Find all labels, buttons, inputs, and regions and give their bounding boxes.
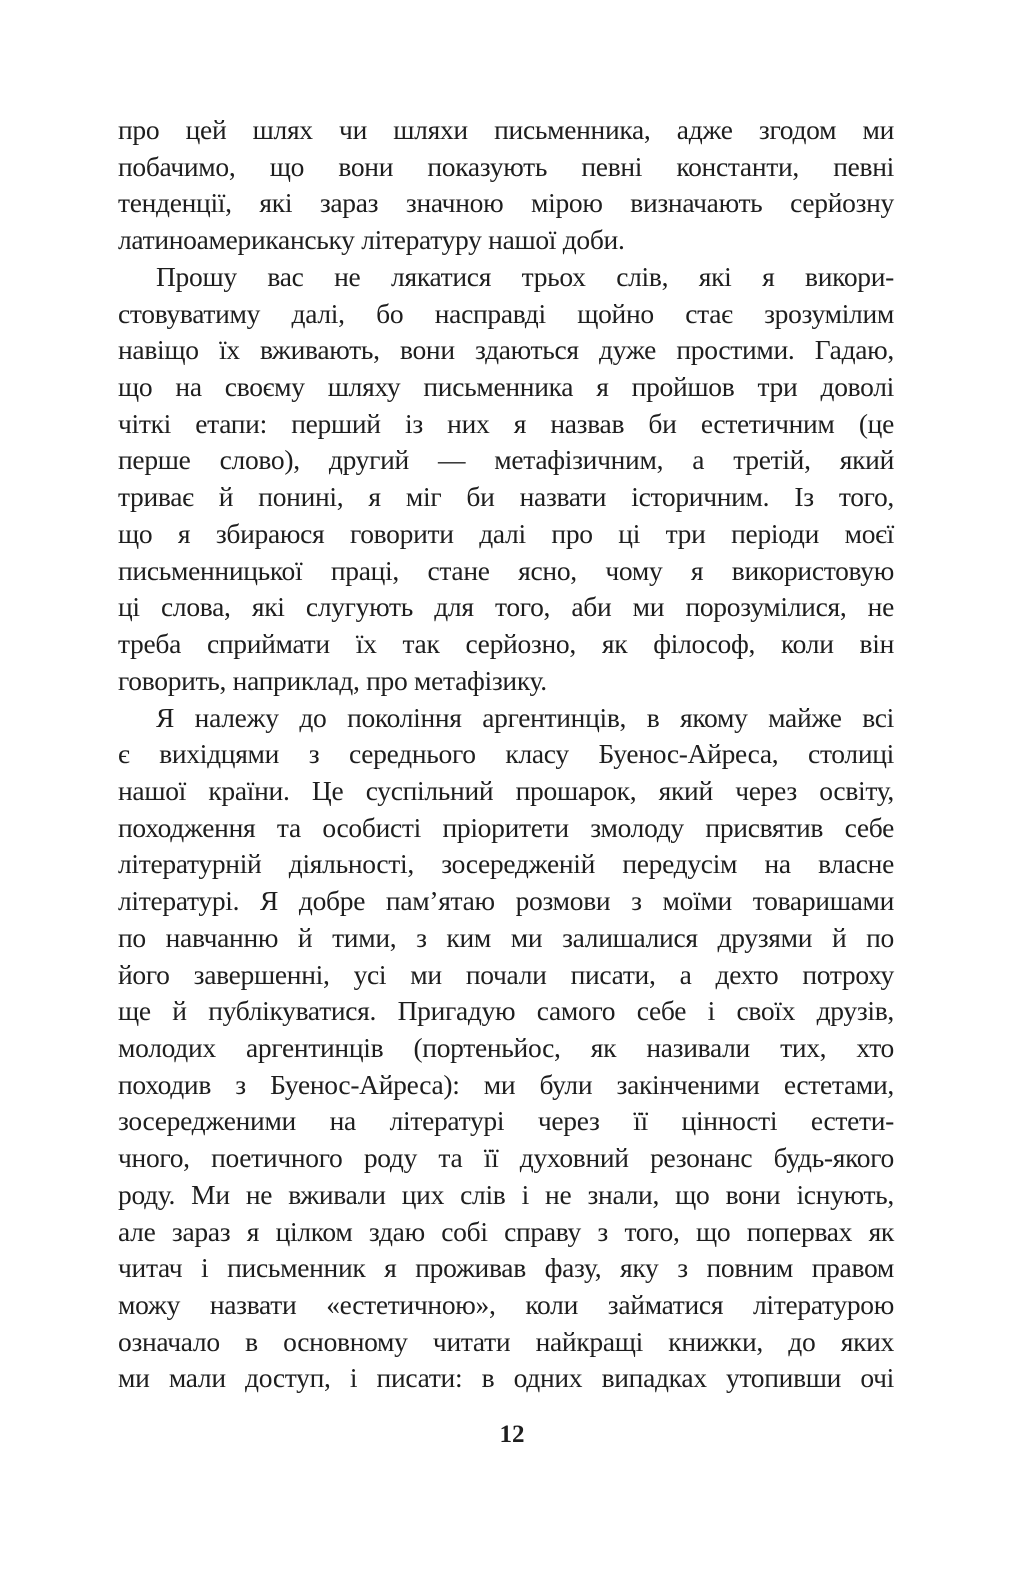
text-line: перше слово), другий — метафізичним, а третій, який [118,444,894,476]
text-line: літературній діяльності, зосередженій передусім на власне [118,848,894,880]
text-line: чного, поетичного роду та її духовний резонанс будь-якого [118,1142,894,1174]
text-line: походження та особисті пріоритети змолоду присвятив себе [118,811,894,843]
paragraph [118,259,894,700]
text-line: можу назвати «естетичною», коли займатися літературою [118,1289,894,1320]
text-line: Прошу вас не лякатися трьох слів, які я викори- [156,260,894,292]
text-line: триває й понині, я міг би назвати історичним. Із того, [118,481,894,513]
text-line: молодих аргентинців (портеньйос, як називали тих, хто [118,1031,894,1063]
text-line: походив з Буенос-Айреса): ми були закінченими естетами, [118,1068,894,1100]
text-line: нашої країни. Це суспільний прошарок, який через освіту, [118,774,894,806]
text-line: тенденції, які зараз значною мірою визначають серйозну [118,187,894,219]
text-line: літературі. Я добре пам’ятаю розмови з моїми товаришами [118,885,894,917]
text-line: є вихідцями з середнього класу Буенос-Айреса, столиці [118,738,894,770]
text-line: треба сприймати їх так серйозно, як філософ, коли він [118,628,894,660]
text-line: але зараз я цілком здаю собі справу з того, що попервах як [118,1215,894,1247]
text-line: письменницької праці, стане ясно, чому я використовую [118,554,894,586]
text-line: його завершенні, усі ми почали писати, а дехто потроху [118,958,894,990]
text-line: стовуватиму далі, бо насправді щойно стає зрозумілим [118,297,894,329]
text-line: ці слова, які слугують для того, аби ми порозумілися, не [118,591,894,623]
text-line: навіщо їх вживають, вони здаються дуже простими. Гадаю, [118,334,894,366]
text-line: читач і письменник я проживав фазу, яку з повним правом [118,1252,894,1284]
text-line: роду. Ми не вживали цих слів і не знали, що вони існують, [118,1178,894,1210]
text-line: що на своєму шляху письменника я пройшов три доволі [118,371,894,403]
text-line: що я збираюся говорити далі про ці три періоди моєї [118,517,894,549]
paragraph [118,112,894,259]
text-line: про цей шлях чи шляхи письменника, адже згодом ми [118,114,894,145]
text-line: латиноамериканську літературу нашої доби. [118,224,625,256]
page-number: 12 [499,1421,525,1448]
text-line: чіткі етапи: перший із них я назвав би естетичним (це [118,407,894,439]
text-line: говорить, наприклад, про метафізику. [118,664,547,696]
paragraph [118,700,894,1398]
text-line: ми мали доступ, і писати: в одних випадках утопивши очі [118,1362,894,1394]
page-body [118,112,894,1397]
text-line: Я належу до покоління аргентинців, в якому майже всі [156,701,894,733]
text-line: по навчанню й тими, з ким ми залишалися друзями й по [118,921,894,953]
text-line: ще й публікуватися. Пригадую самого себе і своїх друзів, [118,995,894,1027]
text-line: зосередженими на літературі через її цінності естети- [118,1105,894,1137]
text-line: побачимо, що вони показують певні константи, певні [118,150,894,182]
text-line: означало в основному читати найкращі книжки, до яких [118,1325,894,1357]
